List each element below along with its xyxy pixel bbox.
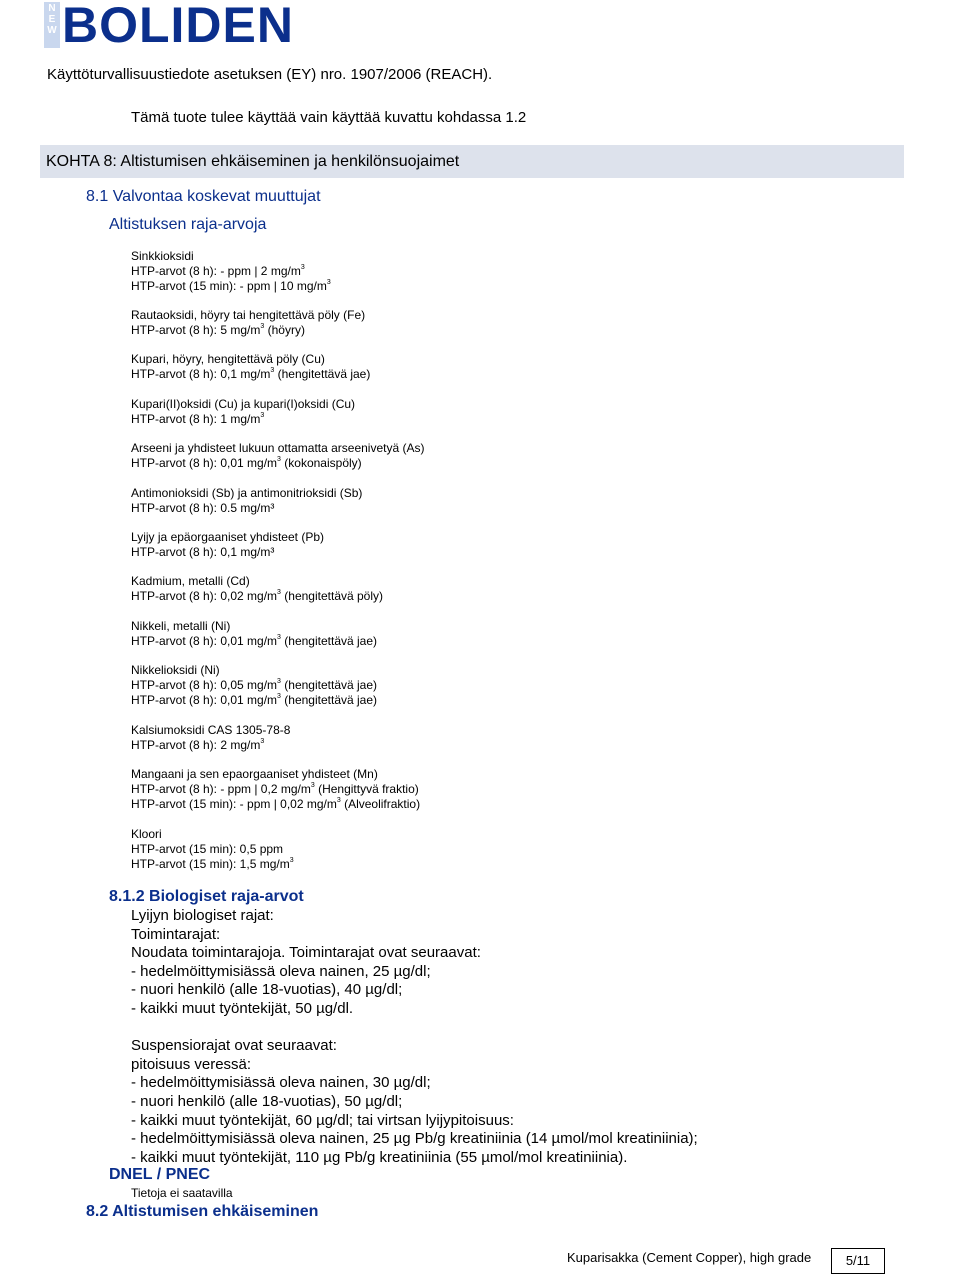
section-header-bar — [40, 145, 904, 178]
unit-superscript: 3 — [270, 367, 275, 374]
regulation-line: Käyttöturvallisuustiedote asetuksen (EY) nro. 1907/2006 (REACH). — [47, 66, 493, 83]
unit-superscript: 3 — [277, 589, 281, 596]
usage-note: Tämä tuote tulee käyttää vain käyttää kuvattu kohdassa 1.2 — [131, 109, 527, 126]
limit-value-line: HTP-arvot (8 h): - ppm | 0,2 $mg/m^3$ (Hengittyvä fraktio) — [131, 782, 419, 796]
exposure-limits-heading: Altistuksen raja-arvoja — [109, 216, 267, 233]
unit-superscript: 3 — [289, 857, 294, 864]
substance-name: Antimonioksidi (Sb) ja antimonitrioksidi (Sb) — [131, 486, 363, 500]
limit-value-line: HTP-arvot (15 min): 1,5 $mg/m^3$ — [131, 857, 294, 871]
bio-limits-line: - hedelmöittymisiässä oleva nainen, 25 µg Pb/g kreatiniinia (14 µmol/mol kreatiniinia); — [131, 1130, 698, 1148]
bio-limits-line: - kaikki muut työntekijät, 60 µg/dl; tai virtsan lyijypitoisuus: — [131, 1111, 514, 1129]
bio-limits-line: Suspensiorajat ovat seuraavat: — [131, 1037, 337, 1055]
unit-superscript: 3 — [277, 456, 281, 463]
limit-value-line: HTP-arvot (8 h): 5 $mg/m^3$ (höyry) — [131, 323, 305, 337]
substance-name: Kupari, höyry, hengitettävä pöly (Cu) — [131, 352, 325, 366]
substance-name: Lyijy ja epäorgaaniset yhdisteet (Pb) — [131, 530, 324, 544]
limit-value-line: HTP-arvot (8 h): 0,05 $mg/m^3$ (hengitettävä jae) — [131, 678, 378, 692]
substance-name: Rautaoksidi, höyry tai hengitettävä pöly (Fe) — [131, 308, 366, 322]
substance-name: Mangaani ja sen epaorgaaniset yhdisteet (Mn) — [131, 767, 378, 781]
limit-value-line: HTP-arvot (8 h): 1 $mg/m^3$ — [131, 412, 265, 426]
substance-name: Kadmium, metalli (Cd) — [131, 574, 250, 588]
limit-value-line: HTP-arvot (8 h): - ppm | 2 $mg/m^3$ — [131, 264, 305, 278]
bio-limits-line: - kaikki muut työntekijät, 110 µg Pb/g kreatiniinia (55 µmol/mol kreatiniinia). — [131, 1148, 628, 1166]
logo-wordmark: BOLIDEN — [62, 0, 294, 53]
limit-value-line: HTP-arvot (8 h): 0.5 mg/m³ — [131, 501, 275, 515]
unit-superscript: 3 — [260, 323, 265, 330]
bio-limits-title: 8.1.2 Biologiset raja-arvot — [109, 888, 304, 905]
limit-value-line: HTP-arvot (8 h): 0,01 $mg/m^3$ (hengitettävä jae) — [131, 634, 378, 648]
substance-name: Kalsiumoksidi CAS 1305-78-8 — [131, 723, 291, 737]
unit-superscript: 3 — [310, 782, 315, 789]
limit-value-line: HTP-arvot (8 h): 0,1 mg/m³ — [131, 545, 275, 559]
logo-new-badge — [44, 2, 60, 48]
subsection-8-1-title: 8.1 Valvontaa koskevat muuttujat — [86, 188, 321, 205]
substance-name: Kupari(II)oksidi (Cu) ja kupari(I)oksidi (Cu) — [131, 397, 356, 411]
limit-value-line: HTP-arvot (8 h): 0,01 $mg/m^3$ (hengitettävä jae) — [131, 693, 378, 707]
unit-superscript: 3 — [260, 412, 265, 419]
limit-value-line: HTP-arvot (15 min): - ppm | 10 $mg/m^3$ — [131, 279, 331, 293]
bio-limits-line: - kaikki muut työntekijät, 50 µg/dl. — [131, 1000, 354, 1017]
unit-superscript: 3 — [277, 634, 281, 641]
footer-product-name: Kuparisakka (Cement Copper), high grade — [567, 1250, 812, 1265]
boliden-logo — [44, 0, 306, 53]
limit-value-line: HTP-arvot (8 h): 0,01 $mg/m^3$ (kokonaispöly) — [131, 456, 362, 470]
dnel-pnec-title: DNEL / PNEC — [109, 1166, 211, 1183]
unit-superscript: 3 — [326, 279, 331, 286]
unit-superscript: 3 — [300, 264, 305, 271]
substance-name: Nikkeli, metalli (Ni) — [131, 619, 231, 633]
bio-limits-line: Noudata toimintarajoja. Toimintarajat ovat seuraavat: — [131, 944, 481, 962]
bio-limits-line: - hedelmöittymisiässä oleva nainen, 30 µg/dl; — [131, 1074, 431, 1092]
section-title: KOHTA 8: Altistumisen ehkäiseminen ja henkilönsuojaimet — [46, 153, 460, 170]
bio-limits-line: Toimintarajat: — [131, 925, 221, 943]
substance-name: Arseeni ja yhdisteet lukuun ottamatta arseenivetyä (As) — [131, 441, 425, 455]
bio-limits-line: - nuori henkilö (alle 18-vuotias), 50 µg/dl; — [131, 1093, 403, 1110]
limit-value-line: HTP-arvot (15 min): 0,5 ppm — [131, 842, 284, 856]
bio-limits-line: - nuori henkilö (alle 18-vuotias), 40 µg/dl; — [131, 981, 403, 999]
bio-limits-line: Lyijyn biologiset rajat: — [131, 907, 274, 924]
section-8-2-title: 8.2 Altistumisen ehkäiseminen — [86, 1203, 319, 1220]
bio-limits-line: pitoisuus veressä: — [131, 1055, 252, 1073]
limit-value-line: HTP-arvot (8 h): 0,1 $mg/m^3$ (hengitettävä jae) — [131, 367, 371, 381]
unit-superscript: 3 — [277, 693, 281, 700]
dnel-pnec-text: Tietoja ei saatavilla — [131, 1186, 233, 1200]
substance-name: Nikkelioksidi (Ni) — [131, 663, 220, 677]
footer-page-number: 5/11 — [831, 1248, 885, 1274]
unit-superscript: 3 — [277, 678, 281, 685]
substance-name: Sinkkioksidi — [131, 249, 194, 263]
unit-superscript: 3 — [336, 797, 341, 804]
limit-value-line: HTP-arvot (8 h): 2 $mg/m^3$ — [131, 738, 265, 752]
limit-value-line: HTP-arvot (8 h): 0,02 $mg/m^3$ (hengitettävä pöly) — [131, 589, 384, 603]
substance-name: Kloori — [131, 827, 162, 841]
logo-new-text: N E W — [47, 3, 57, 36]
unit-superscript: 3 — [260, 738, 265, 745]
limit-value-line: HTP-arvot (15 min): - ppm | 0,02 $mg/m^3$ (Alveolifraktio) — [131, 797, 421, 811]
bio-limits-line: - hedelmöittymisiässä oleva nainen, 25 µg/dl; — [131, 962, 431, 980]
